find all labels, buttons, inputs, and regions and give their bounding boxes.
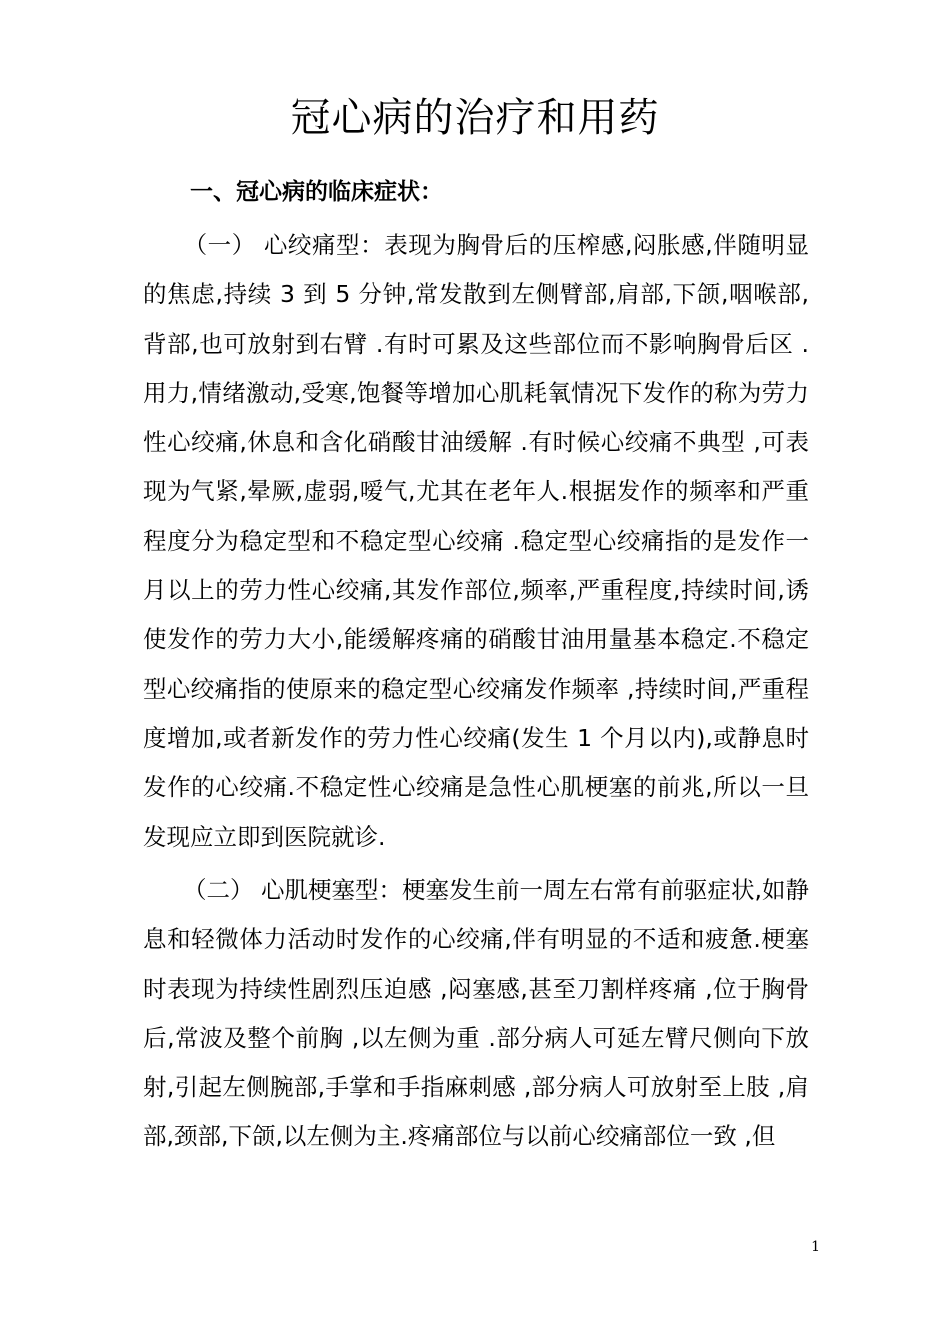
paragraph-text: 表现为胸骨后的压榨感,闷胀感,伴随明显的焦虑,持续 3 到 5 分钟,常发散到左侧臂部,肩部,下颌,咽喉部,背部,也可放射到右臂 .有时可累及这些部位而不影响胸骨后区 .用力,情绪激动,受寒,饱餐等增加心肌耗氧情况下发作的称为劳力性心绞痛,休息和含化硝酸甘油缓解 .有时候心绞痛不典型 ,可表现为气紧,晕厥,虚弱,嗳气,尤其在老年人.根据发作的频率和严重程度分为稳定型和不稳定型心绞痛 .稳定型心绞痛指的是发作一月以上的劳力性心绞痛,其发作部位,频率,严重程度,持续时间,诱使发作的劳力大小,能缓解疼痛的硝酸甘油用量基本稳定.不稳定型心绞痛指的使原来的稳定型心绞痛发作频率 ,持续时间,严重程度增加,或者新发作的劳力性心绞痛(发生 1 个月以内),或静息时发作的心绞痛.不稳定性心绞痛是急性心肌梗塞的前兆,所以一旦发现应立即到医院就诊.	[143, 231, 809, 851]
paragraph-angina	[143, 221, 809, 862]
paragraph-infarction	[143, 866, 809, 1162]
paragraph-lead: （二） 心肌梗塞型：	[183, 876, 402, 904]
document-title: 冠心病的治疗和用药	[290, 95, 660, 141]
section-heading: 一、冠心病的临床症状：	[190, 179, 443, 205]
paragraph-lead: （一） 心绞痛型：	[183, 231, 385, 259]
page-number: 1	[811, 1239, 820, 1255]
paragraph-text: 梗塞发生前一周左右常有前驱症状,如静息和轻微体力活动时发作的心绞痛,伴有明显的不适和疲惫.梗塞时表现为持续性剧烈压迫感 ,闷塞感,甚至刀割样疼痛 ,位于胸骨后,常波及整个前胸 ,以左侧为重 .部分病人可延左臂尺侧向下放射,引起左侧腕部,手掌和手指麻刺感 ,部分病人可放射至上肢 ,肩部,颈部,下颌,以左侧为主.疼痛部位与以前心绞痛部位一致 ,但	[143, 876, 809, 1151]
